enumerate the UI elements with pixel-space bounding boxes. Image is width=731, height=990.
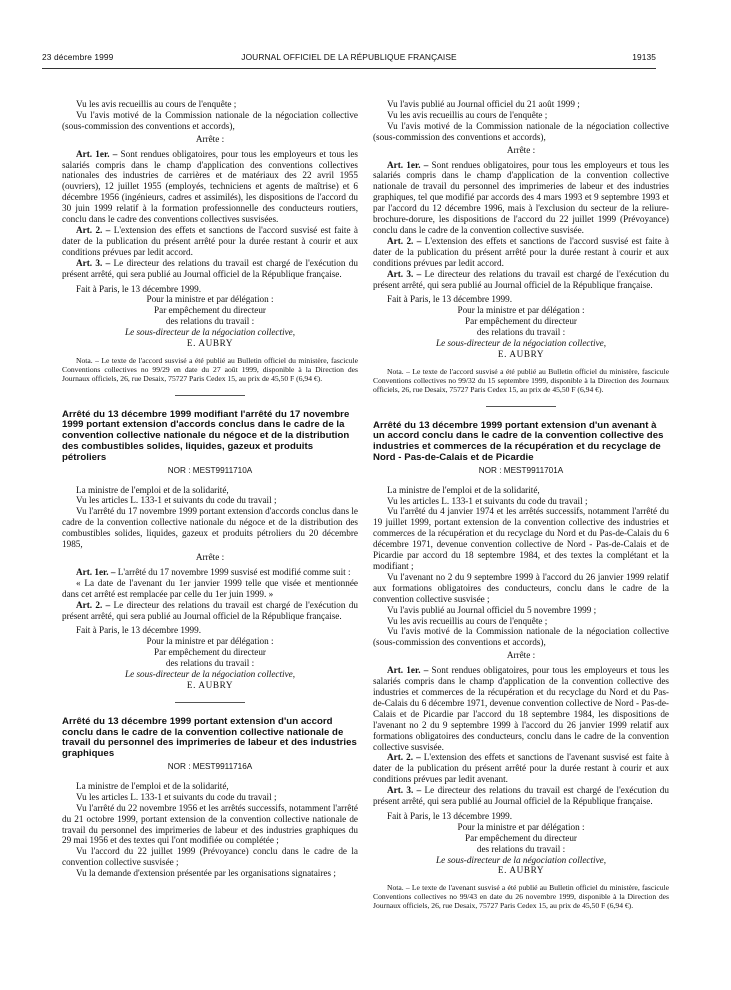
paragraph: La ministre de l'emploi et de la solidarité, [76, 780, 229, 791]
page-number: 19135 [632, 52, 656, 62]
article [373, 665, 669, 752]
arrete-label: Arrête : [195, 133, 225, 144]
signatory-name: E. AUBRY [497, 348, 545, 359]
paragraph: Vu l'avis motivé de la Commission nationale de la négociation collective (sous-commission des conventions et accords), [373, 626, 669, 648]
article-text: L'extension des effets et sanctions de l'avenant susvisé est faite à dater de la publication du présent arrêté pour la durée restant à courir et aux conditions prévues par ledit avenant. [373, 752, 669, 785]
nor-reference: NOR : MESТ9911701A [478, 465, 564, 475]
article-label: Art. 2. – [76, 224, 111, 235]
journal-title: JOURNAL OFFICIEL DE LA RÉPUBLIQUE FRANÇAISE [241, 52, 457, 62]
sign-line: Pour la ministre et par délégation : [146, 294, 274, 305]
arrete-label: Arrête : [506, 650, 536, 661]
article-text: Le directeur des relations du travail est chargé de l'exécution du présent arrêté, qui sera publié au Journal officiel de la République française. [62, 599, 358, 621]
page-header [42, 52, 656, 64]
paragraph: La ministre de l'emploi et de la solidarité, [387, 484, 540, 495]
article-text: Le directeur des relations du travail est chargé de l'exécution du présent arrêté, qui sera publié au Journal officiel de la République française. [373, 268, 669, 290]
article-text: L'arrêté du 17 novembre 1999 susvisé est modifié comme suit : [115, 566, 351, 577]
paragraph: Vu les avis recueillis au cours de l'enquête ; [387, 615, 548, 626]
arrete-label: Arrête : [195, 551, 225, 562]
article-label: Art. 1er. – [387, 665, 429, 676]
sign-line: Par empêchement du directeur [154, 647, 266, 658]
left-column [62, 99, 358, 879]
sign-line: Le sous-directeur de la négociation collective, [124, 327, 296, 338]
fait-a-paris: Fait à Paris, le 13 décembre 1999. [387, 294, 513, 305]
section-separator [175, 395, 245, 397]
sign-line: des relations du travail : [165, 316, 255, 327]
article [62, 225, 358, 258]
signatory-name: E. AUBRY [186, 679, 234, 690]
sign-line: Pour la ministre et par délégation : [146, 636, 274, 647]
article [373, 752, 669, 785]
sign-line: des relations du travail : [165, 658, 255, 669]
article [373, 160, 669, 236]
signature-block [373, 822, 669, 877]
paragraph: Vu les articles L. 133-1 et suivants du code du travail ; [76, 495, 277, 506]
nota: Nota. – Le texte de l'accord susvisé a été publié au Bulletin officiel du ministère, fascicule Conventions collectives no 99/29 en date du 27 août 1999, disponible à la Direction des Journaux officiels, 26, rue Desaix, 75727 Paris Cedex 15, au prix de 45,50 F (6,94 €). [62, 355, 358, 383]
nota: Nota. – Le texte de l'avenant susvisé a été publié au Bulletin officiel du ministère, fascicule Conventions collectives no 99/43 en date du 26 novembre 1999, disponible à la Direction des Journaux officiels, 26, rue Desaix, 75727 Paris Cedex 15, au prix de 45,50 F (6,94 €). [373, 883, 669, 911]
article-text: L'extension des effets et sanctions de l'accord susvisé est faite à dater de la publication du présent arrêté pour la durée restant à courir et aux conditions prévues par ledit accord. [62, 224, 359, 257]
arrete-label: Arrête : [506, 144, 536, 155]
signatory-name: E. AUBRY [497, 865, 545, 876]
section-separator [486, 406, 556, 408]
paragraph: La ministre de l'emploi et de la solidarité, [76, 484, 229, 495]
sign-line: Par empêchement du directeur [465, 316, 577, 327]
sign-line: Le sous-directeur de la négociation collective, [435, 338, 607, 349]
sign-line: Par empêchement du directeur [154, 305, 266, 316]
article-text: Le directeur des relations du travail est chargé de l'exécution du présent arrêté, qui sera publié au Journal officiel de la République française. [62, 257, 358, 279]
paragraph: Vu l'arrêté du 17 novembre 1999 portant extension d'accords conclus dans le cadre de la convention collective nationale du négoce et de la distribution des combustibles solides, liquides, gazeux et produits pétroliers du 20 décembre 1985, [62, 506, 358, 550]
visa: Vu l'avis publié au Journal officiel du 21 août 1999 ; [387, 99, 580, 109]
paragraph: Vu l'accord du 22 juillet 1999 (Prévoyance) conclu dans le cadre de la convention collective susvisée ; [62, 846, 358, 868]
paragraph: Vu l'arrêté du 4 janvier 1974 et les arrêtés successifs, notamment l'arrêté du 19 juillet 1999, portant extension de la convention collective des industries et commerces de la récupération et du recyclage du Nord et du Pas-de-Calais du 6 décembre 1971, devenue convention collective de Nord - Pas-de-Calais et de Picardie par accord du 18 septembre 1984, et des textes la complétant et la modifiant ; [373, 506, 669, 571]
article-text: Le directeur des relations du travail est chargé de l'exécution du présent arrêté, qui sera publié au Journal officiel de la République française. [373, 785, 669, 807]
quote: « La date de l'avenant du 1er janvier 1999 telle que visée et mentionnée dans cet arrêté est remplacée par celle du 1er juin 1999. » [62, 577, 358, 599]
article [373, 785, 669, 807]
article [62, 258, 358, 280]
article [62, 567, 358, 578]
signature-block [62, 636, 358, 691]
article-text: Sont rendues obligatoires, pour tous les employeurs et tous les salariés compris dans le champ d'application de la convention collective nationale de travail du personnel des imprimeries de labeur et des industries graphiques, tel que modifié par accords des 4 mars 1993 et 9 septembre 1993 et par l'accord du 12 décembre 1996, mais à l'exclusion du secteur de la reliure-brochure-dorure, les dispositions de l'accord du 22 juillet 1999 (Prévoyance) conclu dans le cadre de la convention collective susvisée. [373, 159, 669, 235]
sign-line: Pour la ministre et par délégation : [457, 305, 585, 316]
article [373, 269, 669, 291]
paragraph: Vu l'arrêté du 22 novembre 1956 et les arrêtés successifs, notamment l'arrêté du 21 octobre 1999, portant extension de la convention collective nationale de travail du personnel des imprimeries de labeur et des industries graphiques du 29 mai 1956 et des textes qui l'ont modifiée ou complétée ; [62, 802, 358, 846]
decree-title: Arrêté du 13 décembre 1999 portant extension d'un avenant à un accord conclu dans le cadre de la convention collective des industries et commerces de la récupération et du recyclage de Nord - Pas-de-Calais et de Picardie [373, 419, 664, 463]
article-label: Art. 3. – [387, 785, 422, 796]
paragraph: Vu la demande d'extension présentée par les organisations signataires ; [76, 868, 336, 879]
article-label: Art. 2. – [387, 235, 422, 246]
header-rule [42, 68, 656, 69]
article [373, 236, 669, 269]
paragraph: Vu les articles L. 133-1 et suivants du code du travail ; [387, 495, 588, 506]
header-date: 23 décembre 1999 [42, 52, 114, 62]
section-separator [175, 702, 245, 704]
signatory-name: E. AUBRY [186, 338, 234, 349]
article-text: Sont rendues obligatoires, pour tous les employeurs et tous les salariés compris dans le champ d'application des conventions collectives nationales des industries de carrières et de matériaux des 22 avril 1955 (ouvriers), 12 juillet 1955 (employés, techniciens et agents de maîtrise) et 6 décembre 1956 (ingénieurs, cadres et assimilés), les dispositions de l'accord du 30 juin 1999 relatif à la formation professionnelle des conducteurs routiers, conclu dans le cadre des conventions collectives susvisées. [62, 148, 358, 225]
nor-reference: NOR : MESТ9911710A [167, 465, 253, 475]
sign-line: Le sous-directeur de la négociation collective, [435, 854, 607, 865]
article-text: Sont rendues obligatoires, pour tous les employeurs et tous les salariés compris dans le champ d'application de la convention collective des industries et commerces de la récupération et du recyclage du Nord et du Pas-de-Calais du 6 décembre 1971, devenue convention collective de Nord - Pas-de-Calais et de Picardie par l'accord du 18 septembre 1984, les dispositions de l'avenant no 2 du 9 septembre 1999 à l'accord du 26 janvier 1999 relatif aux formations obligatoires des conducteurs, conclu dans le cadre de la convention collective susvisée. [373, 665, 669, 752]
article [62, 149, 358, 225]
article-label: Art. 1er. – [76, 148, 118, 159]
visa: Vu l'avis motivé de la Commission nationale de la négociation collective (sous-commission des conventions et accords), [62, 109, 358, 131]
sign-line: des relations du travail : [476, 843, 566, 854]
sign-line: Par empêchement du directeur [465, 832, 577, 843]
fait-a-paris: Fait à Paris, le 13 décembre 1999. [76, 283, 202, 294]
paragraph: Vu l'avenant no 2 du 9 septembre 1999 à l'accord du 26 janvier 1999 relatif aux formations obligatoires des conducteurs, conclu dans le cadre de la convention collective susvisée ; [373, 571, 669, 604]
visa: Vu l'avis motivé de la Commission nationale de la négociation collective (sous-commission des conventions et accords), [373, 120, 669, 142]
article [62, 600, 358, 622]
article-label: Art. 2. – [76, 599, 111, 610]
article-label: Art. 1er. – [387, 159, 429, 170]
sign-line: Pour la ministre et par délégation : [457, 821, 585, 832]
signature-block [62, 294, 358, 349]
sign-line: des relations du travail : [476, 327, 566, 338]
visa: Vu les avis recueillis au cours de l'enquête ; [76, 99, 237, 109]
decree-title: Arrêté du 13 décembre 1999 portant extension d'un accord conclu dans le cadre de la convention collective nationale de travail du personnel des imprimeries de labeur et des industries graphiques [62, 715, 357, 760]
decree-title: Arrêté du 13 décembre 1999 modifiant l'arrêté du 17 novembre 1999 portant extension d'accords conclus dans le cadre de la convention collective nationale du négoce et de la distribution des combustibles solides, liquides, gazeux et produits pétroliers [62, 408, 350, 463]
paragraph: Vu les articles L. 133-1 et suivants du code du travail ; [76, 791, 277, 802]
article-label: Art. 1er. – [76, 566, 116, 577]
right-column [373, 99, 669, 911]
sign-line: Le sous-directeur de la négociation collective, [124, 669, 296, 680]
article-label: Art. 3. – [387, 268, 422, 279]
nota: Nota. – Le texte de l'accord susvisé a été publié au Bulletin officiel du ministère, fascicule Conventions collectives no 99/32 du 15 septembre 1999, disponible à la Direction des Journaux officiels, 26, rue Desaix, 75727 Paris Cedex 15, au prix de 45,50 F (6,94 €). [373, 366, 669, 394]
nor-reference: NOR : MESТ9911716A [167, 762, 253, 772]
article-label: Art. 3. – [76, 257, 111, 268]
article-label: Art. 2. – [387, 752, 421, 763]
fait-a-paris: Fait à Paris, le 13 décembre 1999. [76, 625, 202, 636]
signature-block [373, 305, 669, 360]
visa: Vu les avis recueillis au cours de l'enquête ; [387, 109, 548, 120]
article-text: L'extension des effets et sanctions de l'accord susvisé est faite à dater de la publication du présent arrêté pour la durée restant à courir et aux conditions prévues par ledit accord. [373, 235, 670, 268]
paragraph: Vu l'avis publié au Journal officiel du 5 novembre 1999 ; [387, 604, 597, 615]
fait-a-paris: Fait à Paris, le 13 décembre 1999. [387, 810, 513, 821]
